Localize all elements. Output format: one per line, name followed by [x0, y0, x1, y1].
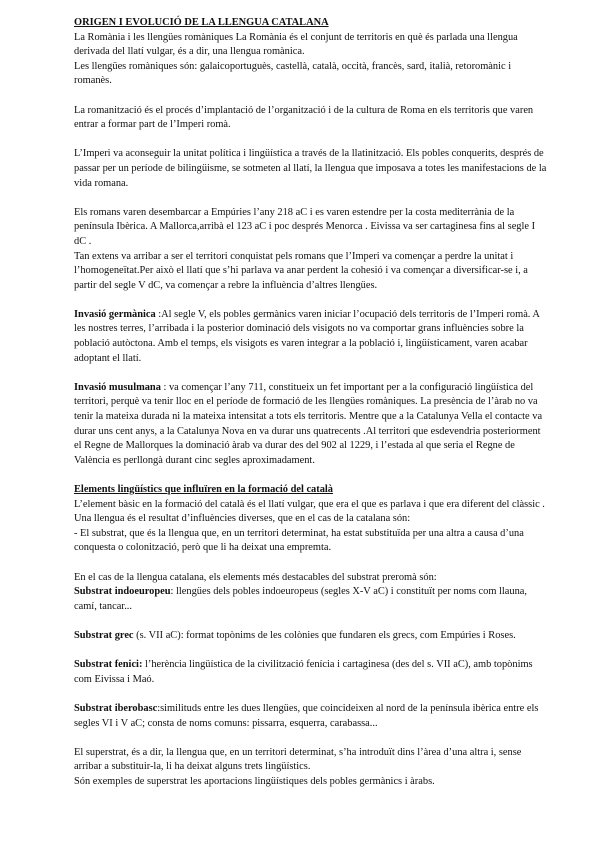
indoeuropean-substrate-text: : llengües dels pobles indoeuropeus (segles X-V aC) i constituït per noms com llauna, camí, tancar...	[74, 586, 528, 612]
spacer	[74, 731, 548, 746]
spacer	[74, 468, 548, 483]
paragraph-extension: Tan extens va arribar a ser el territori conquistat pels romans que l’Imperi va començar a perdre la unitat i l’homogeneïtat.Per això el llatí que s’hi parlava va anar perdent la cohesió i va començar a diversificar-se i, a partir del segle V dC, va començar a rebre la influència d’altres llengües.	[74, 250, 528, 291]
spacer	[74, 366, 548, 381]
paragraph-muslim-invasion	[74, 381, 548, 469]
iberobasque-substrate-text: :similituds entre les dues llengües, que coincideixen al nord de la península ibèrica entre els segles VI i V aC; consta de noms comuns: pissarra, esquerra, carabassa...	[74, 702, 539, 729]
spacer	[74, 614, 548, 629]
spacer	[74, 89, 548, 104]
paragraph-substrate: - El substrat, que és la llengua que, en un territori determinat, ha estat substituïda per una altra a causa d’una conquesta o colonització, però que li ha deixat una empremta.	[74, 527, 524, 554]
document-title: ORIGEN I EVOLUCIÓ DE LA LLENGUA CATALANA	[74, 17, 329, 28]
phoenician-substrate-label: Substrat fenici:	[74, 659, 143, 671]
spacer	[74, 687, 548, 702]
paragraph-language-influences: Una llengua és el resultat d’influències diverses, que en el cas de la catalana són:	[74, 513, 411, 525]
paragraph-superstrate: El superstrat, és a dir, la llengua que, en un territori determinat, s’ha introduït dins l’àrea d’una altra i, sense arribar a substituir-la, li ha deixat alguns trets lingüístics.	[74, 746, 522, 773]
muslim-invasion-label: Invasió musulmana	[74, 381, 161, 393]
germanic-invasion-label: Invasió germànica	[74, 308, 156, 320]
indoeuropean-substrate-label: Substrat indoeuropeu	[74, 586, 171, 598]
greek-substrate-text: (s. VII aC): format topònims de les colònies que fundaren els grecs, com Empúries i Roses.	[133, 629, 516, 641]
paragraph-substrate-intro: En el cas de la llengua catalana, els elements més destacables del substrat preromà són:	[74, 571, 437, 583]
spacer	[74, 191, 548, 206]
greek-substrate-label: Substrat grec	[74, 629, 134, 641]
muslim-invasion-text: : va començar l’any 711, constitueix un fet important per a la configuració lingüística del territori, perquè va tenir lloc en el període de formació de les llengües romàniques. La presència de l’àrab no va tenir la mateixa durada ni la mateixa intensitat a tots els territoris. Mentre que a la Catalunya Vella el contacte va durar uns cent anys, a la Catalunya Nova en va durar uns quatrecents .Al territori que esdevendria posteriorment el Regne de Mallorques la dominació àrab va durar des del 902 al 1229, i l’estada al que seria el Regne de València es perllongà durant cinc segles aproximadament.	[74, 381, 543, 466]
paragraph-phoenician-substrate	[74, 658, 548, 687]
paragraph-basic-element: L’element bàsic en la formació del català és el llatí vulgar, que era el que es parlava i que era diferent del clàssic .	[74, 498, 545, 510]
germanic-invasion-text: :Al segle V, els pobles germànics varen iniciar l’ocupació dels territoris de l’Imperi romà. A les nostres terres, l’arribada i la posterior dominació dels visigots no va comportar grans influències sobre la població autòctona. Amb el temps, els visigots es varen integrar a la població i, lingüísticament, varen acabar adoptant el llatí.	[74, 308, 540, 364]
spacer	[74, 644, 548, 659]
paragraph-romania: La Romània i les llengües romàniques La Romània és el conjunt de territoris en què és parlada una llengua derivada del llatí vulgar, és a dir, una llengua romànica.	[74, 31, 518, 58]
spacer	[74, 133, 548, 148]
paragraph-indoeuropean-substrate	[74, 585, 548, 614]
section-heading-linguistic-elements: Elements lingüístics que influïren en la formació del català	[74, 484, 333, 495]
paragraph-empire: L’Imperi va aconseguir la unitat política i lingüística a través de la llatinització. Els pobles conquerits, després de passar per un període de bilingüisme, se sotmeten al llatí, la llengua que imposava a totes les manifestacions de la vida romana.	[74, 148, 547, 189]
paragraph-romans: Els romans varen desembarcar a Empúries l’any 218 aC i es varen estendre per la costa mediterrània de la península Ibèrica. A Mallorca,arribà el 123 aC i poc després Menorca . Eivissa va ser cartaginesa fins al segle I dC .	[74, 206, 536, 247]
paragraph-greek-substrate	[74, 629, 548, 644]
paragraph-romanization: La romanització és el procés d’implantació de l’organització i de la cultura de Roma en els territoris que varen entrar a formar part de l’Imperi romà.	[74, 104, 534, 131]
paragraph-romance-languages: Les llengües romàniques són: galaicoportuguès, castellà, català, occità, francès, sard, italià, retoromànic i romanès.	[74, 60, 512, 87]
iberobasque-substrate-label: Substrat iberobasc	[74, 702, 158, 714]
paragraph-germanic-invasion	[74, 308, 548, 366]
phoenician-substrate-text: l’herència lingüística de la civilització fenícia i cartaginesa (des del s. VII aC), amb topònims com Eivissa i Maó.	[74, 659, 533, 685]
spacer	[74, 556, 548, 571]
paragraph-iberobasque-substrate	[74, 702, 548, 731]
spacer	[74, 293, 548, 308]
paragraph-superstrate-examples: Són exemples de superstrat les aportacions lingüístiques dels pobles germànics i àrabs.	[74, 775, 435, 787]
